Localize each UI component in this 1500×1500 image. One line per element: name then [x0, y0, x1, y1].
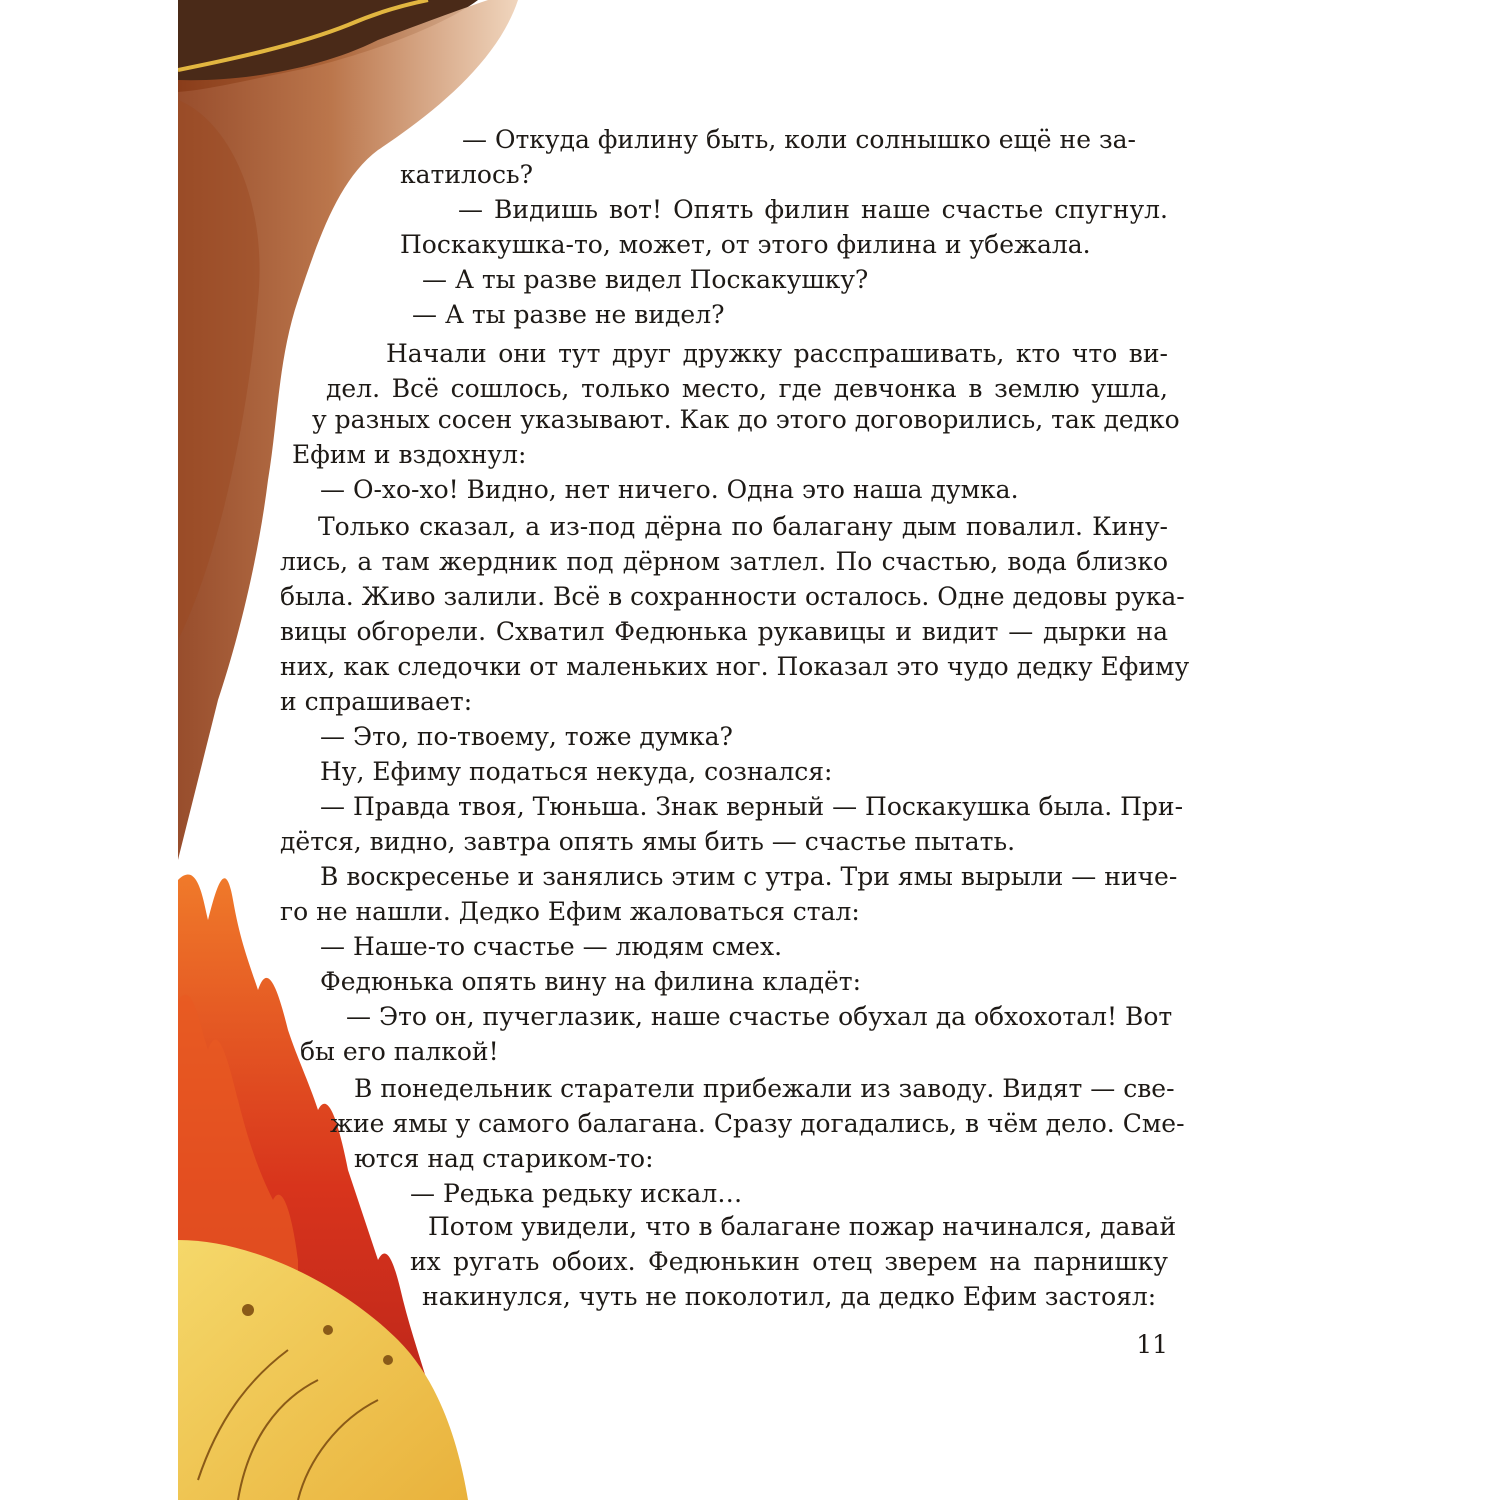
text-line: бы его палкой!	[300, 1037, 499, 1066]
text-line: Только сказал, а из-под дёрна по балагану дым повалил. Кину-	[318, 512, 1168, 541]
text-line: — Откуда филину быть, коли солнышко ещё не за-	[462, 125, 1136, 154]
text-line: Федюнька опять вину на филина кладёт:	[320, 967, 862, 996]
text-line: дел. Всё сошлось, только место, где девчонка в землю ушла,	[326, 374, 1168, 403]
text-line: В понедельник старатели прибежали из заводу. Видят — све-	[354, 1074, 1175, 1103]
text-line: — Наше-то счастье — людям смех.	[320, 932, 783, 961]
text-line: Ефим и вздохнул:	[292, 440, 527, 469]
text-line: накинулся, чуть не поколотил, да дедко Ефим застоял:	[422, 1282, 1157, 1311]
page-number: 11	[1136, 1330, 1168, 1359]
text-line: — Правда твоя, Тюньша. Знак верный — Поскакушка была. При-	[320, 792, 1184, 821]
text-line: Потом увидели, что в балагане пожар начинался, давай	[428, 1212, 1177, 1241]
text-line: Начали они тут друг дружку расспрашивать, кто что ви-	[386, 339, 1168, 368]
text-line: Поскакушка-то, может, от этого филина и убежала.	[400, 230, 1091, 259]
text-line: их ругать обоих. Федюнькин отец зверем на парнишку	[410, 1247, 1168, 1276]
text-line: катилось?	[400, 160, 533, 189]
text-line: го не нашли. Дедко Ефим жаловаться стал:	[280, 897, 860, 926]
text-line: жие ямы у самого балагана. Сразу догадались, в чём дело. Сме-	[330, 1109, 1185, 1138]
text-line: — Видишь вот! Опять филин наше счастье спугнул.	[458, 195, 1168, 224]
text-line: лись, а там жердник под дёрном затлел. По счастью, вода близко	[280, 547, 1168, 576]
text-line: — О-хо-хо! Видно, нет ничего. Одна это наша думка.	[320, 475, 1019, 504]
text-line: — Это он, пучеглазик, наше счастье обухал да обхохотал! Вот	[346, 1002, 1173, 1031]
text-line: — А ты разве не видел?	[412, 300, 725, 329]
text-line: была. Живо залили. Всё в сохранности осталось. Одне дедовы рука-	[280, 582, 1185, 611]
text-line: них, как следочки от маленьких ног. Показал это чудо дедку Ефиму	[280, 652, 1190, 681]
text-line: дётся, видно, завтра опять ямы бить — счастье пытать.	[280, 827, 1016, 856]
text-line: — Это, по-твоему, тоже думка?	[320, 722, 733, 751]
text-line: ются над стариком-то:	[354, 1144, 654, 1173]
text-line: В воскресенье и занялись этим с утра. Три ямы вырыли — ниче-	[320, 862, 1178, 891]
text-line: и спрашивает:	[280, 687, 473, 716]
text-line: Ну, Ефиму податься некуда, сознался:	[320, 757, 833, 786]
text-line: у разных сосен указывают. Как до этого договорились, так дедко	[312, 405, 1180, 434]
text-line: вицы обгорели. Схватил Федюнька рукавицы и видит — дырки на	[280, 617, 1168, 646]
text-line: — А ты разве видел Поскакушку?	[422, 265, 869, 294]
text-line: — Редька редьку искал…	[410, 1179, 743, 1208]
